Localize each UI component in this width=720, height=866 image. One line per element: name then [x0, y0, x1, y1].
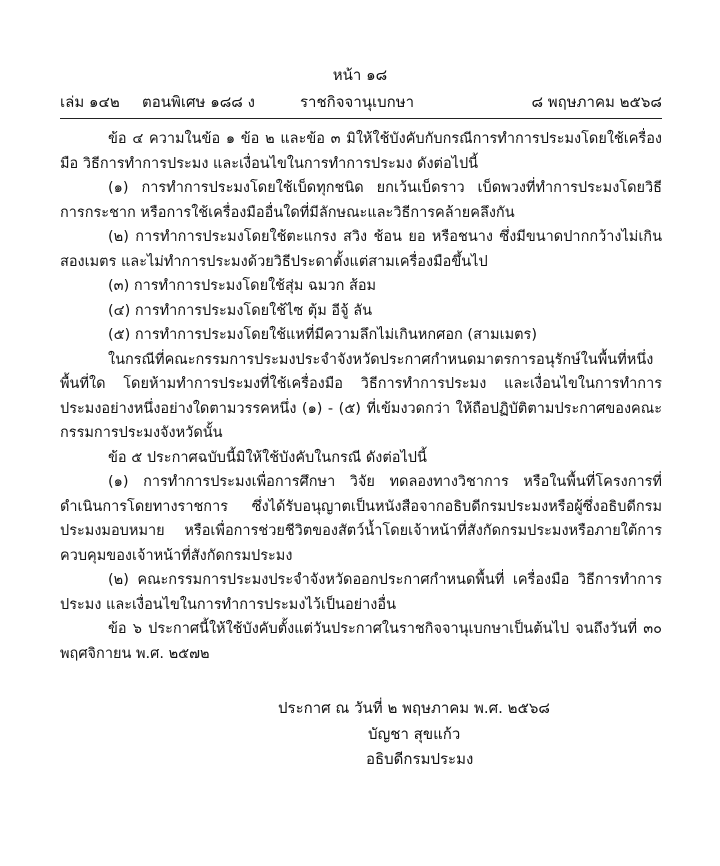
- header-gazette-name: ราชกิจจานุเบกษา: [300, 93, 415, 111]
- clause-4-item-5: (๕) การทำการประมงโดยใช้แหที่มีความลึกไม่เกินหกศอก (สามเมตร): [108, 327, 538, 343]
- page-number: หน้า ๑๘: [332, 66, 388, 84]
- clause-4-item-2: (๒) การทำการประมงโดยใช้ตะแกรง สวิง ช้อน ยอ หรือชนาง ซึ่งมีขนาดปากกว้างไม่เกินสองเมตร และไม่ทำการประมงด้วยวิธีประดาตั้งแต่สามเครื่องมือขึ้นไป: [60, 229, 662, 270]
- header-divider: [60, 118, 662, 119]
- header-volume: เล่ม ๑๔๒: [60, 93, 120, 111]
- document-body: [60, 127, 662, 666]
- clause-4-item-1: (๑) การทำการประมงโดยใช้เบ็ดทุกชนิด ยกเว้นเบ็ดราว เบ็ดพวงที่ทำการประมงโดยวิธีการกระชาก หรือการใช้เครื่องมืออื่นใดที่มีลักษณะและวิธีการคล้ายคลึงกัน: [60, 180, 662, 221]
- signatory-name: บัญชา สุขแก้ว: [368, 725, 461, 743]
- clause-5: ข้อ ๕ ประกาศฉบับนี้มิให้ใช้บังคับในกรณี ดังต่อไปนี้: [108, 449, 427, 466]
- gazette-header: [60, 91, 662, 113]
- clause-4: ข้อ ๔ ความในข้อ ๑ ข้อ ๒ และข้อ ๓ มิให้ใช้บังคับกับกรณีการทำการประมงโดยใช้เครื่องมือ วิธีการทำการประมง และเงื่อนไขในการทำการประมง ดังต่อไปนี้: [60, 131, 662, 172]
- announcement-date: ประกาศ ณ วันที่ ๒ พฤษภาคม พ.ศ. ๒๕๖๘: [278, 699, 551, 717]
- signatory-title: อธิบดีกรมประมง: [366, 750, 474, 768]
- clause-4-paragraph-2: ในกรณีที่คณะกรรมการประมงประจำจังหวัดประกาศกำหนดมาตรการอนุรักษ์ในพื้นที่หนึ่งพื้นที่ใด โดยห้ามทำการประมงที่ใช้เครื่องมือ วิธีการทำการประมง และเงื่อนไขในการทำการประมงอย่างหนึ่งอย่างใดตามวรรคหนึ่ง (๑) - (๕) ที่เข้มงวดกว่า ให้ถือปฏิบัติตามประกาศของคณะกรรมการประมงจังหวัดนั้น: [60, 351, 662, 441]
- header-date: ๘ พฤษภาคม ๒๕๖๘: [531, 93, 662, 111]
- clause-4-item-3: (๓) การทำการประมงโดยใช้สุ่ม ฉมวก ส้อม: [108, 278, 377, 294]
- clause-4-item-4: (๔) การทำการประมงโดยใช้ไซ ตุ้ม อีจู้ ลัน: [108, 302, 372, 319]
- header-section: ตอนพิเศษ ๑๘๘ ง: [142, 93, 255, 111]
- clause-6: ข้อ ๖ ประกาศนี้ให้ใช้บังคับตั้งแต่วันประกาศในราชกิจจานุเบกษาเป็นต้นไป จนถึงวันที่ ๓๐ พฤศจิกายน พ.ศ. ๒๕๗๒: [60, 621, 662, 662]
- clause-5-item-1: (๑) การทำการประมงเพื่อการศึกษา วิจัย ทดลองทางวิชาการ หรือในพื้นที่โครงการที่ดำเนินการโดยทางราชการ ซึ่งได้รับอนุญาตเป็นหนังสือจากอธิบดีกรมประมงหรือผู้ซึ่งอธิบดีกรมประมงมอบหมาย หรือเพื่อการช่วยชีวิตของสัตว์น้ำโดยเจ้าหน้าที่สังกัดกรมประมงหรือภายใต้การควบคุมของเจ้าหน้าที่สังกัดกรมประมง: [60, 474, 662, 564]
- clause-5-item-2: (๒) คณะกรรมการประมงประจำจังหวัดออกประกาศกำหนดพื้นที่ เครื่องมือ วิธีการทำการประมง และเงื่อนไขในการทำการประมงไว้เป็นอย่างอื่น: [60, 572, 662, 613]
